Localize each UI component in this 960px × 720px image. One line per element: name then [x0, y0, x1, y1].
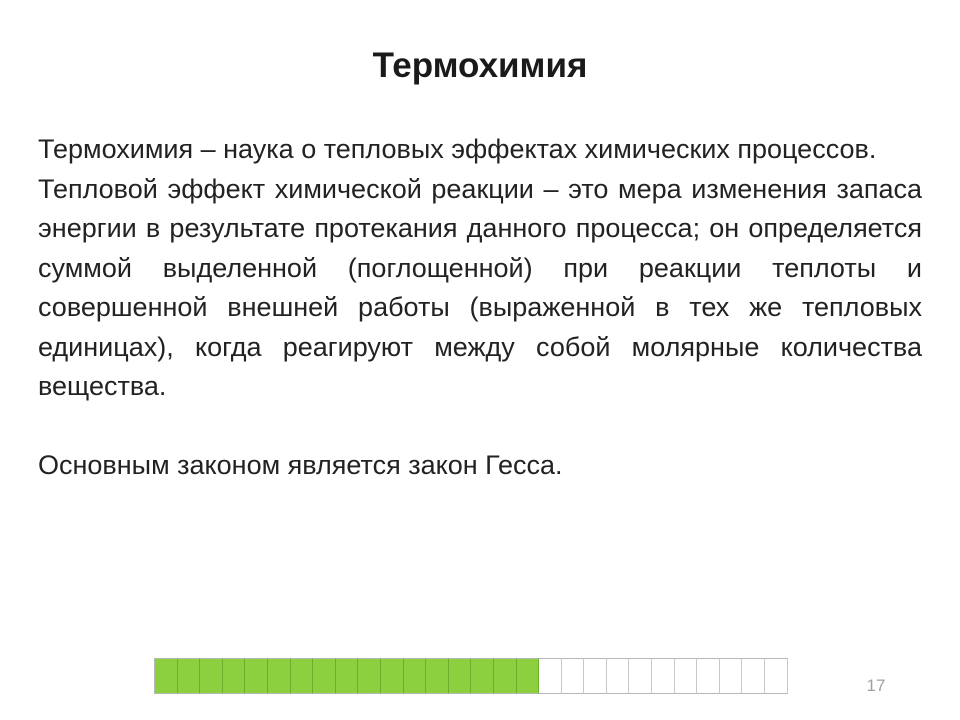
paragraph-hess-law: Основным законом является закон Гесса. [38, 449, 563, 480]
progress-segment-filled [336, 658, 359, 694]
progress-segment-empty [562, 658, 585, 694]
progress-segment-filled [517, 658, 540, 694]
progress-segment-filled [358, 658, 381, 694]
progress-segment-filled [178, 658, 201, 694]
progress-segment-empty [629, 658, 652, 694]
progress-segment-empty [539, 658, 562, 694]
progress-segment-empty [720, 658, 743, 694]
progress-segment-empty [742, 658, 765, 694]
paragraph-heat-effect: Тепловой эффект химической реакции – это мера изменения запаса энергии в результате протекания данного процесса; он определяется суммой выделенной (поглощенной) при реакции теплоты и совершенной внешней работы (выраженной в тех же тепловых единицах), когда реагируют между собой молярные количества вещества. [38, 173, 922, 401]
progress-segment-filled [155, 658, 178, 694]
progress-segment-empty [697, 658, 720, 694]
progress-segment-filled [426, 658, 449, 694]
progress-segment-filled [471, 658, 494, 694]
progress-segment-empty [652, 658, 675, 694]
slide-body [38, 130, 922, 485]
progress-segment-filled [291, 658, 314, 694]
slide-title: Термохимия [372, 46, 588, 85]
progress-segment-empty [765, 658, 788, 694]
progress-segment-filled [245, 658, 268, 694]
paragraph-definition: Термохимия – наука о тепловых эффектах химических процессов. [38, 134, 877, 164]
progress-segment-filled [313, 658, 336, 694]
progress-segment-filled [268, 658, 291, 694]
slide-progress-bar [154, 658, 788, 694]
progress-segment-filled [494, 658, 517, 694]
progress-segment-filled [200, 658, 223, 694]
progress-segment-empty [675, 658, 698, 694]
page-number: 17 [866, 676, 886, 695]
progress-segment-empty [607, 658, 630, 694]
progress-segment-filled [449, 658, 472, 694]
progress-segment-filled [223, 658, 246, 694]
progress-segment-empty [584, 658, 607, 694]
progress-segment-filled [381, 658, 404, 694]
progress-segment-filled [404, 658, 427, 694]
